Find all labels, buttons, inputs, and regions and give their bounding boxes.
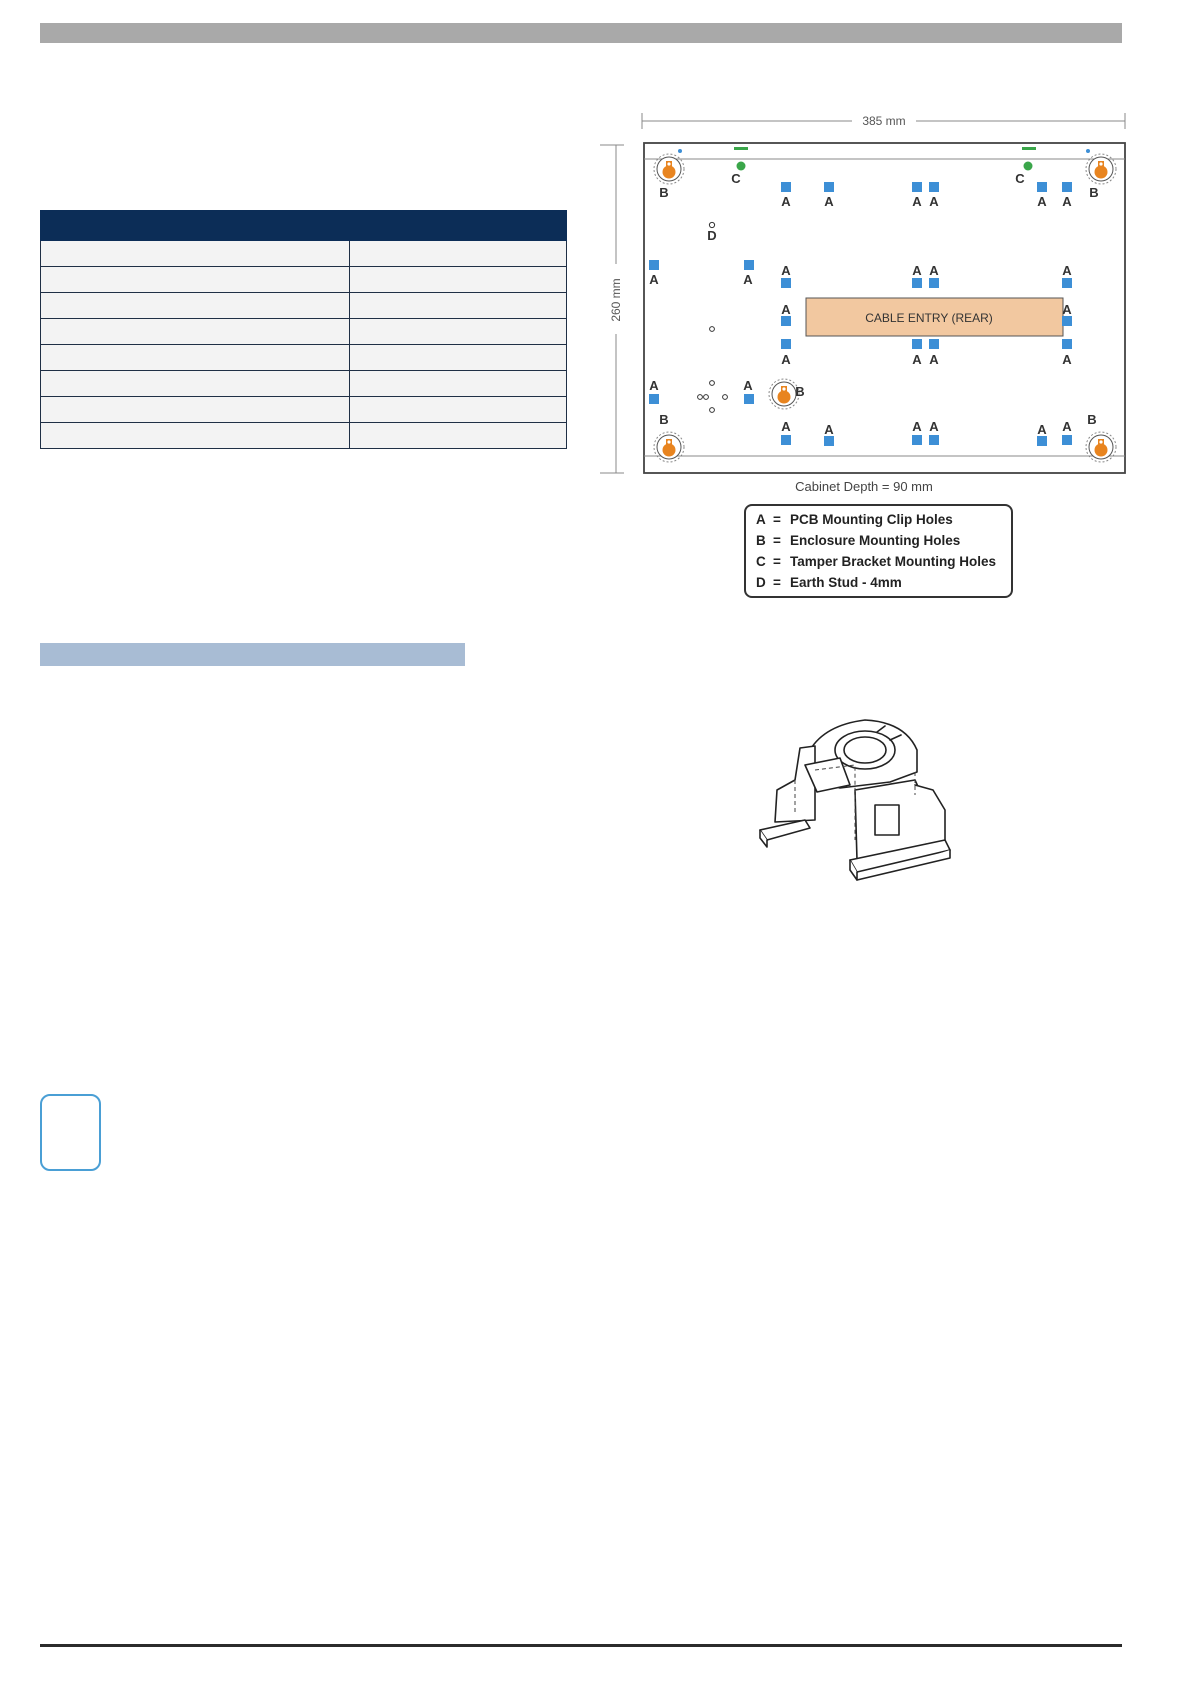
hole-letter-label: A (1062, 194, 1072, 209)
table-row (41, 397, 567, 423)
table-cell (350, 267, 567, 293)
hole-letter-label: B (1089, 185, 1099, 200)
hole-letter-label: A (912, 263, 922, 278)
hole-letter-label: A (781, 302, 791, 317)
tamper-hole-icon (737, 162, 746, 171)
hole-letter-label: A (824, 194, 834, 209)
legend-text: Tamper Bracket Mounting Holes (790, 554, 997, 569)
clip-hole-icon (1037, 436, 1047, 446)
clip-hole-icon (649, 260, 659, 270)
hole-letter-label: B (795, 384, 805, 399)
hole-letter-label: A (912, 419, 922, 434)
clip-hole-icon (744, 260, 754, 270)
hole-letter-label: C (731, 171, 741, 186)
hole-letter-label: A (912, 352, 922, 367)
hole-letter-label: A (1062, 263, 1072, 278)
spec-table (40, 210, 567, 449)
clip-hole-icon (912, 339, 922, 349)
tamper-slot-icon (1022, 147, 1036, 150)
clip-hole-icon (649, 394, 659, 404)
clip-hole-icon (929, 278, 939, 288)
hole-letter-label: A (649, 378, 659, 393)
footer-rule (40, 1644, 1122, 1647)
section-header-bar (40, 643, 465, 666)
clip-hole-icon (929, 182, 939, 192)
hole-letter-label: A (824, 422, 834, 437)
clip-hole-icon (1037, 182, 1047, 192)
hole-letter-label: A (1062, 419, 1072, 434)
depth-label: Cabinet Depth = 90 mm (795, 479, 933, 494)
table-cell (350, 371, 567, 397)
table-cell (41, 423, 350, 449)
clip-hole-icon (781, 182, 791, 192)
hole-letter-label: A (781, 419, 791, 434)
table-row (41, 319, 567, 345)
legend-text: Enclosure Mounting Holes (790, 533, 961, 548)
legend-text: PCB Mounting Clip Holes (790, 512, 953, 527)
legend-text: Earth Stud - 4mm (790, 575, 902, 590)
table-cell (350, 397, 567, 423)
table-cell (41, 397, 350, 423)
clip-hole-icon (912, 182, 922, 192)
small-hole-icon (678, 149, 682, 153)
height-dimension-label: 260 mm (609, 278, 623, 322)
hole-letter-label: A (649, 272, 659, 287)
table-cell (41, 267, 350, 293)
table-header-row (41, 211, 567, 241)
clip-hole-icon (781, 435, 791, 445)
table-cell (41, 293, 350, 319)
clip-hole-icon (781, 316, 791, 326)
pcb-mounting-clip-illustration (755, 710, 970, 925)
hole-letter-label: A (1062, 352, 1072, 367)
hole-letter-label: A (1037, 194, 1047, 209)
table-cell (41, 345, 350, 371)
legend-equals: = (773, 533, 781, 548)
hole-letter-label: D (707, 228, 717, 243)
hole-letter-label: A (743, 272, 753, 287)
clip-hole-icon (824, 436, 834, 446)
hole-letter-label: A (781, 263, 791, 278)
table-header-cell (350, 211, 567, 241)
clip-hole-icon (744, 394, 754, 404)
width-dimension-label: 385 mm (862, 114, 906, 128)
clip-hole-icon (912, 278, 922, 288)
hole-letter-label: A (781, 352, 791, 367)
table-cell (350, 423, 567, 449)
hole-letter-label: A (929, 263, 939, 278)
tamper-slot-icon (734, 147, 748, 150)
clip-hole-icon (781, 339, 791, 349)
legend-key: A (756, 512, 766, 527)
legend-equals: = (773, 512, 781, 527)
table-cell (41, 319, 350, 345)
hole-letter-label: A (929, 194, 939, 209)
hole-letter-label: A (781, 194, 791, 209)
hole-letter-label: C (1015, 171, 1025, 186)
small-hole-icon (1086, 149, 1090, 153)
hole-letter-label: A (743, 378, 753, 393)
hole-letter-label: A (1062, 302, 1072, 317)
table-cell (350, 319, 567, 345)
clip-hole-icon (824, 182, 834, 192)
clip-hole-icon (929, 339, 939, 349)
cable-entry-label: CABLE ENTRY (REAR) (865, 311, 993, 325)
clip-hole-icon (1062, 182, 1072, 192)
clip-hole-icon (912, 435, 922, 445)
table-row (41, 267, 567, 293)
table-row (41, 423, 567, 449)
top-header-bar (40, 23, 1122, 43)
legend-equals: = (773, 575, 781, 590)
cabinet-drilling-diagram (600, 100, 1130, 600)
table-cell (41, 241, 350, 267)
table-cell (41, 371, 350, 397)
legend-key: B (756, 533, 766, 548)
clip-hole-icon (781, 278, 791, 288)
table-row (41, 371, 567, 397)
hole-letter-label: A (929, 419, 939, 434)
hole-letter-label: A (929, 352, 939, 367)
hole-letter-label: B (659, 185, 669, 200)
legend-equals: = (773, 554, 781, 569)
table-cell (350, 345, 567, 371)
tamper-hole-icon (1024, 162, 1033, 171)
hole-letter-label: A (1037, 422, 1047, 437)
clip-hole-icon (1062, 339, 1072, 349)
table-row (41, 293, 567, 319)
hole-letter-label: B (659, 412, 669, 427)
hole-letter-label: B (1087, 412, 1097, 427)
table-header-cell (41, 211, 350, 241)
table-cell (350, 293, 567, 319)
legend-key: C (756, 554, 766, 569)
table-cell (350, 241, 567, 267)
clip-hole-icon (1062, 435, 1072, 445)
table-row (41, 345, 567, 371)
note-icon-box (40, 1094, 101, 1171)
clip-hole-icon (929, 435, 939, 445)
clip-hole-icon (1062, 316, 1072, 326)
clip-hole-icon (1062, 278, 1072, 288)
legend-key: D (756, 575, 766, 590)
table-row (41, 241, 567, 267)
hole-letter-label: A (912, 194, 922, 209)
